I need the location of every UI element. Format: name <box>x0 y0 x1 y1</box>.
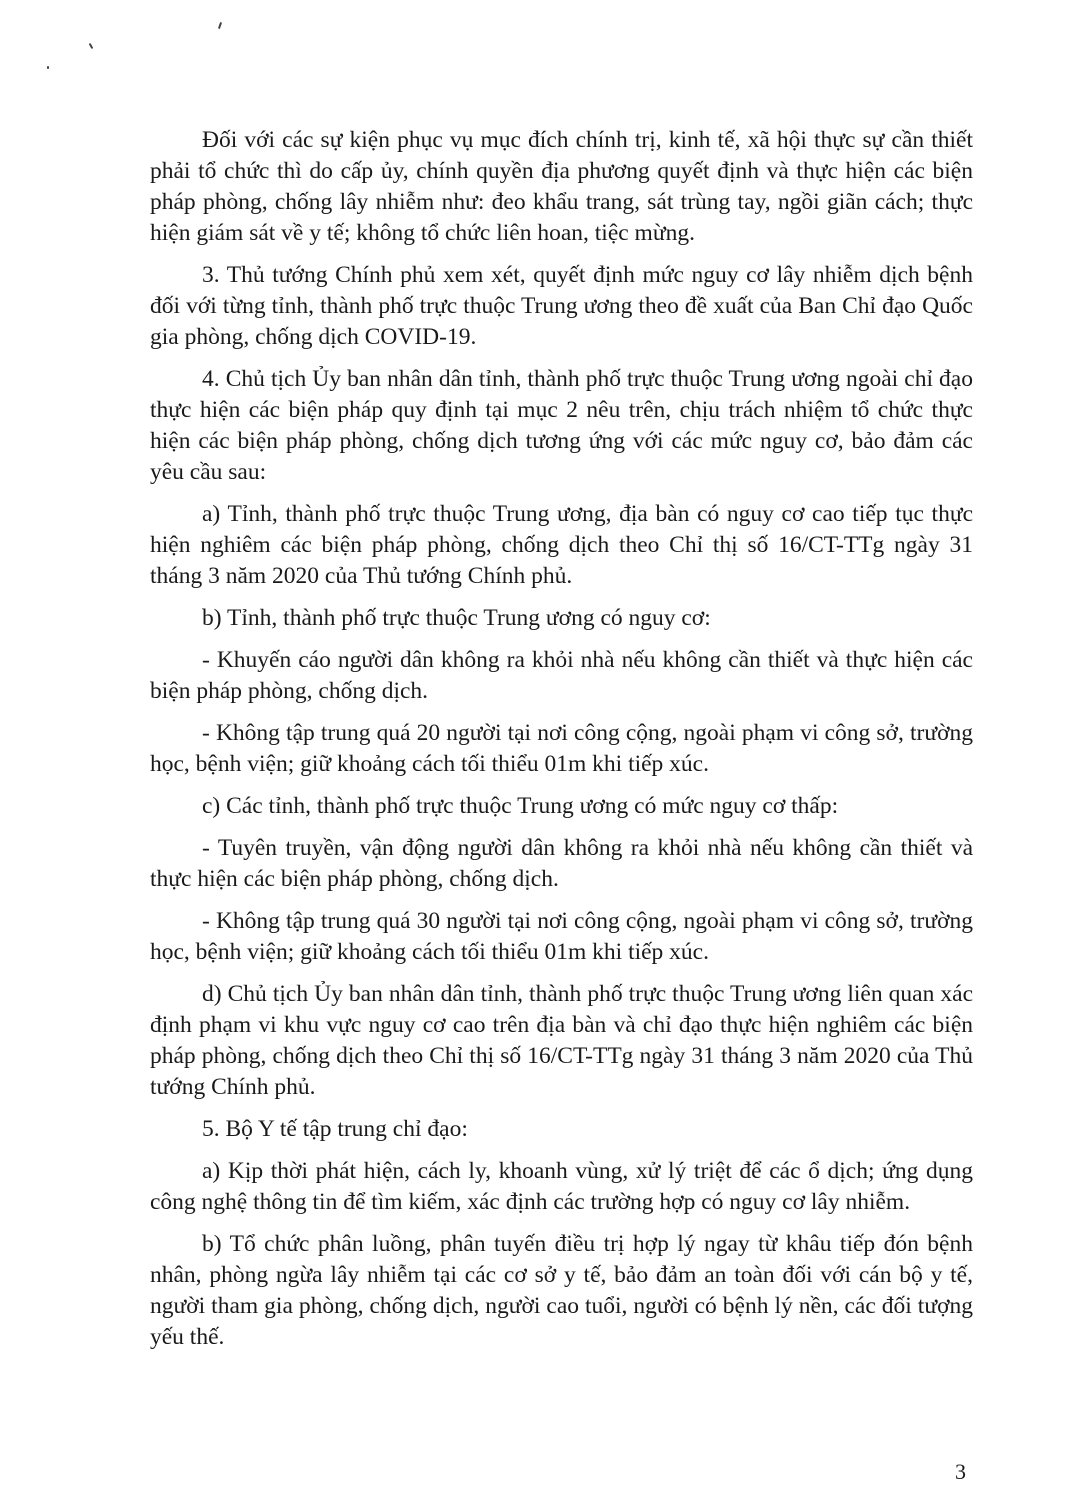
paragraph-item-4c: c) Các tỉnh, thành phố trực thuộc Trung ương có mức nguy cơ thấp: <box>202 793 839 819</box>
paragraph-item-4c-bullet-1: - Tuyên truyền, vận động người dân không ra khỏi nhà nếu không cần thiết và thực hiện các biện pháp phòng, chống dịch. <box>150 835 973 892</box>
scan-speck <box>47 66 49 69</box>
paragraph-item-4b-bullet-2: - Không tập trung quá 20 người tại nơi công cộng, ngoài phạm vi công sở, trường học, bệnh viện; giữ khoảng cách tối thiểu 01m khi tiếp xúc. <box>150 720 973 777</box>
paragraph-item-4a: a) Tỉnh, thành phố trực thuộc Trung ương, địa bàn có nguy cơ cao tiếp tục thực hiện nghiêm các biện pháp phòng, chống dịch theo Chỉ thị số 16/CT-TTg ngày 31 tháng 3 năm 2020 của Thủ tướng Chính phủ. <box>150 501 973 589</box>
paragraph-events: Đối với các sự kiện phục vụ mục đích chính trị, kinh tế, xã hội thực sự cần thiết phải tổ chức thì do cấp ủy, chính quyền địa phương quyết định và thực hiện các biện pháp phòng, chống lây nhiễm như: đeo khẩu trang, sát trùng tay, ngồi giãn cách; thực hiện giám sát về y tế; không tổ chức liên hoan, tiệc mừng. <box>150 127 973 246</box>
page-number: 3 <box>955 1459 966 1484</box>
paragraph-item-3: 3. Thủ tướng Chính phủ xem xét, quyết định mức nguy cơ lây nhiễm dịch bệnh đối với từng tỉnh, thành phố trực thuộc Trung ương theo đề xuất của Ban Chỉ đạo Quốc gia phòng, chống dịch COVID-19. <box>150 262 973 350</box>
paragraph-item-5b: b) Tổ chức phân luồng, phân tuyến điều trị hợp lý ngay từ khâu tiếp đón bệnh nhân, phòng ngừa lây nhiễm tại các cơ sở y tế, bảo đảm an toàn đối với cán bộ y tế, người tham gia phòng, chống dịch, người cao tuổi, người có bệnh lý nền, các đối tượng yếu thế. <box>150 1231 973 1350</box>
scan-speck <box>89 43 94 49</box>
paragraph-item-4b: b) Tỉnh, thành phố trực thuộc Trung ương có nguy cơ: <box>202 605 711 631</box>
paragraph-item-5: 5. Bộ Y tế tập trung chỉ đạo: <box>202 1116 468 1142</box>
paragraph-item-4d: d) Chủ tịch Ủy ban nhân dân tỉnh, thành phố trực thuộc Trung ương liên quan xác định phạm vi khu vực nguy cơ cao trên địa bàn và chỉ đạo thực hiện nghiêm các biện pháp phòng, chống dịch theo Chỉ thị số 16/CT-TTg ngày 31 tháng 3 năm 2020 của Thủ tướng Chính phủ. <box>150 981 973 1100</box>
document-body <box>150 125 973 1364</box>
paragraph-item-5a: a) Kịp thời phát hiện, cách ly, khoanh vùng, xử lý triệt để các ổ dịch; ứng dụng công nghệ thông tin để tìm kiếm, xác định các trường hợp có nguy cơ lây nhiễm. <box>150 1158 973 1215</box>
paragraph-item-4c-bullet-2: - Không tập trung quá 30 người tại nơi công cộng, ngoài phạm vi công sở, trường học, bệnh viện; giữ khoảng cách tối thiểu 01m khi tiếp xúc. <box>150 908 973 965</box>
scan-speck <box>218 22 222 29</box>
paragraph-item-4b-bullet-1: - Khuyến cáo người dân không ra khỏi nhà nếu không cần thiết và thực hiện các biện pháp phòng, chống dịch. <box>150 647 973 704</box>
paragraph-item-4: 4. Chủ tịch Ủy ban nhân dân tỉnh, thành phố trực thuộc Trung ương ngoài chỉ đạo thực hiện các biện pháp quy định tại mục 2 nêu trên, chịu trách nhiệm tổ chức thực hiện các biện pháp phòng, chống dịch tương ứng với các mức nguy cơ, bảo đảm các yêu cầu sau: <box>150 366 973 485</box>
